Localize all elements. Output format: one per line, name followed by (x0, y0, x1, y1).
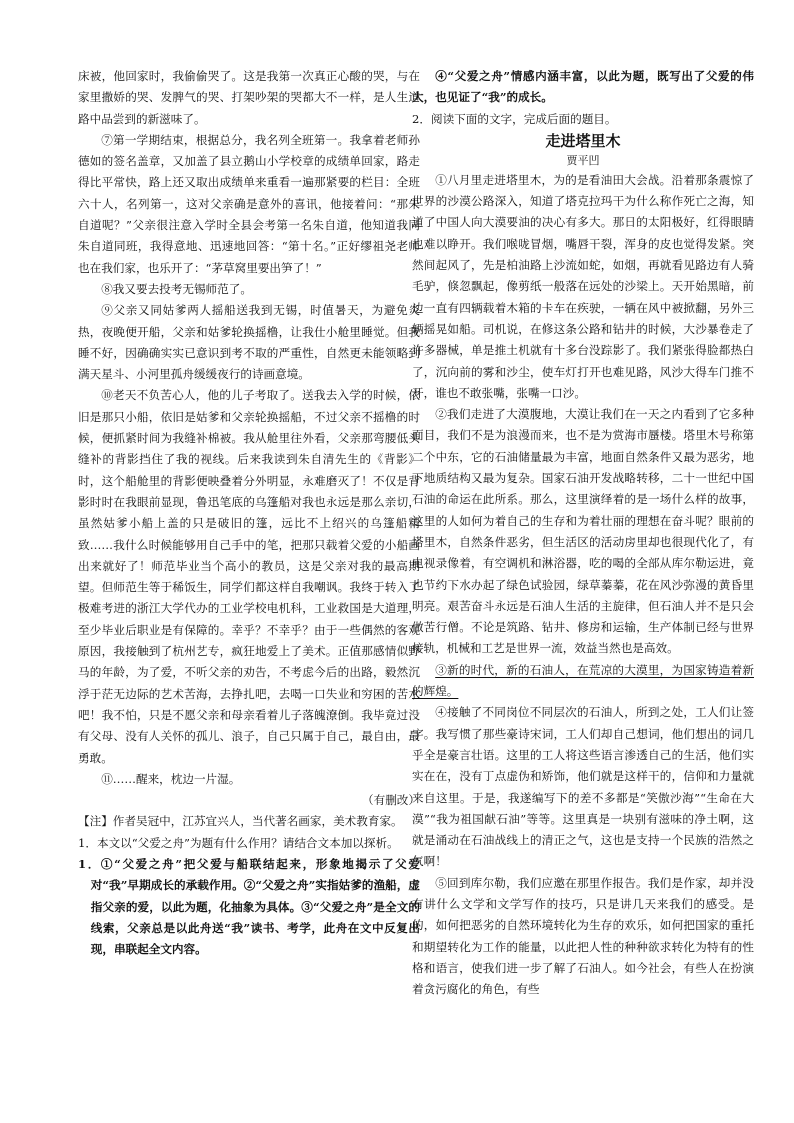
paragraph-10: ⑩老天不负苦心人，他的儿子考取了。送我去入学的时候，依旧是那只小船，依旧是姑爹和父亲轮换摇船，不过父亲不摇橹的时候，便抓紧时间为我缝补棉被。我从舱里往外看，父亲那弯腰低头缝补的背影挡住了我的视线。后来我读到朱自清先生的《背影》时，这个船舱里的背影便映叠着分外明显，永难磨灭了！不仅是背影时时在我眼前显现，鲁迅笔底的乌篷船对我也永远是那么亲切，虽然姑爹小船上盖的只是破旧的篷，远比不上绍兴的乌篷船精致……我什么时候能够用自己手中的笔，把那只载着父爱的小船画出来就好了！师范毕业当个高小的教员，这是父亲对我的最高期望。但师范生等于稀饭生，同学们都这样自我嘲讽。我终于转入了极难考进的浙江大学代办的工业学校电机科，工业救国是大道理，至少毕业后职业是有保障的。幸乎？不幸乎？由于一些偶然的客观原因，我接触到了杭州艺专，疯狂地爱上了美术。正值那感情似野马的年龄，为了爱，不听父亲的劝告，不考虑今后的出路，毅然沉浮于茫无边际的艺术苦海，去挣扎吧，去喝一口失业和穷困的苦水吧！我不怕，只是不愿父亲和母亲看着儿子落魄潦倒。我毕竟过没有父母、没有人关怀的孤儿、浪子，自己只属于自己，最自由，最勇敢。 (78, 388, 420, 765)
answer-1-continued: ④“父爱之舟”情感内涵丰富，以此为题，既写出了父爱的伟大，也见证了“我”的成长。 (412, 69, 754, 105)
paragraph-intro: 床被，他回家时，我偷偷哭了。这是我第一次真正心酸的哭，与在家里撒娇的哭、发脾气的哭、打架吵架的哭都大不一样，是人生道路中品尝到的新滋味了。 (78, 69, 420, 126)
right-column (412, 66, 754, 1000)
source-note: （有删改） (362, 793, 420, 808)
article-paragraph-4: ④接触了不同岗位不同层次的石油人，所到之处，工人们让签字。我写惯了那些豪诗宋词，工人们却自己想词，他们想出的词几乎全是豪言壮语。这里的工人将这些语言渗透自己的生活，他们实实在在，没有丁点虚伪和矫饰，他们就是这样干的，信仰和力量就来自这里。于是，我遂编写下的差不多都是“笑傲沙海”“生命在大漠”“我为祖国献石油”等等。这里真是一块别有滋味的净土啊，这就是涌动在石油战线上的清正之气，这也是支持一个民族的浩然之气啊！ (412, 705, 754, 869)
question-1: 1．本文以“父爱之舟”为题有什么作用？请结合文本加以探析。 (78, 835, 399, 850)
article-paragraph-3: ③新的时代，新的石油人，在荒凉的大漠里，为国家铸造着新的辉煌。 (412, 662, 754, 699)
author-note: 【注】作者吴冠中，江苏宜兴人，当代著名画家，美术教育家。 (78, 814, 403, 829)
paragraph-9: ⑨父亲又同姑爹两人摇船送我到无锡，时值暑天，为避免炎热，夜晚便开船，父亲和姑爹轮换摇橹，让我仕小舱里睡觉。但我睡不好，因确确实实已意识到考不取的严重性，自然更未能领略到满天星斗、小河里孤舟缓缓夜行的诗画意境。 (78, 303, 420, 382)
answer-1: 1．①“父爱之舟”把父爱与船联结起来，形象地揭示了父爱对“我”早期成长的承载作用。②“父爱之舟”实指姑爹的渔船，虚指父亲的爱，以此为题，化抽象为具体。③“父爱之舟”是全文的线索，父亲总是以此舟送“我”读书、考学，此舟在文中反复出现，串联起全文内容。 (78, 856, 420, 957)
left-column (78, 66, 420, 960)
article-title: 走进塔里木 (545, 131, 621, 150)
article-paragraph-1: ①八月里走进塔里木，为的是看油田大会战。沿着那条震惊了世界的沙漠公路深入，知道了塔克拉玛干为什么称作死亡之海，知道了中国人向大漠要油的决心有多大。那日的太阳极好，红得眼睛也难以睁开。我们喉咙冒烟，嘴唇干裂，浑身的皮也觉得发紧。突然间起风了，先是柏油路上沙流如蛇，如烟，再就看见路边有人骑毛驴，倏忽飘起，像剪纸一般落在远处的沙梁上。天开始黑暗，前边一直有四辆载着木箱的卡车在疾驶，一辆在风中被掀翻，另外三辆摇晃如船。司机说，在修这条公路和钻井的时候，大沙暴卷走了许多器械，单是推土机就有十多台没踪影了。我们紧张得脸都热白了，沉向前的雾和沙尘，使车灯打开也难见路，风沙大得车门推不开，谁也不敢张嘴，张嘴一口沙。 (412, 172, 754, 400)
question-2: 2．阅读下面的文字，完成后面的题目。 (412, 111, 617, 126)
article-paragraph-5: ⑤回到库尔勒，我们应邀在那里作报告。我们是作家，却并没有讲什么文学和文学写作的技巧，只是讲几天来我们的感受。是的，如何把恶劣的自然环境转化为生存的欢乐，如何把国家的重托和期望转化为工作的能量，以此把人性的种种欲求转化为特有的性格和语言，使我们进一步了解了石油人。如今社会，有些人在扮演着贪污腐化的角色，有些 (412, 875, 754, 997)
paragraph-8: ⑧我又要去投考无锡师范了。 (101, 281, 252, 296)
article-paragraph-2: ②我们走进了大漠腹地，大漠让我们在一天之内看到了它多种面目，我们不是为浪漫而来，也不是为赏海市蜃楼。塔里木号称第二个中东，它的石油储量最为丰富，地面自然条件又最为恶劣，地下地质结构又最为复杂。国家石油开发战略转移，二十一世纪中国石油的命运在此所系。那么，这里演绎着的是一场什么样的故事，这里的人如何为着自己的生存和为着壮丽的理想在奋斗呢？眼前的塔里木，自然条件恶劣，但生活区的活动房里却也很现代化了，有电视录像着，有空调机和淋浴器，吃的喝的全部从库尔勒运进，竟也节约下水办起了绿色试验园，绿草蓁蓁，花在风沙弥漫的黄昏里明亮。艰苦奋斗永远是石油人生活的主旋律，但石油人并不是只会做苦行僧。不论是筑路、钻井、修房和运输，生产体制已经与世界接轨，机械和工艺是世界一流，效益当然也是高效。 (412, 407, 754, 656)
paragraph-11: ⑪……醒来，枕边一片湿。 (101, 771, 241, 786)
paragraph-7: ⑦第一学期结束，根据总分，我名列全班第一。我拿着老师孙德如的签名盖章，又加盖了县立鹅山小学校章的成绩单回家，路走得比平常快，路上还又取出成绩单来重看一遍那紧要的栏目：全班六十人，名列第一，这对父亲确是意外的喜讯，他接着问：“那朱自道呢？”父亲很注意入学时全县会考第一名朱自道，他知道我同朱自道同班，我得意地、迅速地回答：“第十名。”正好缪祖尧老师也在我们家，也乐开了：“茅草窝里要出笋了！” (78, 132, 420, 275)
article-author: 贾平凹 (566, 153, 600, 167)
